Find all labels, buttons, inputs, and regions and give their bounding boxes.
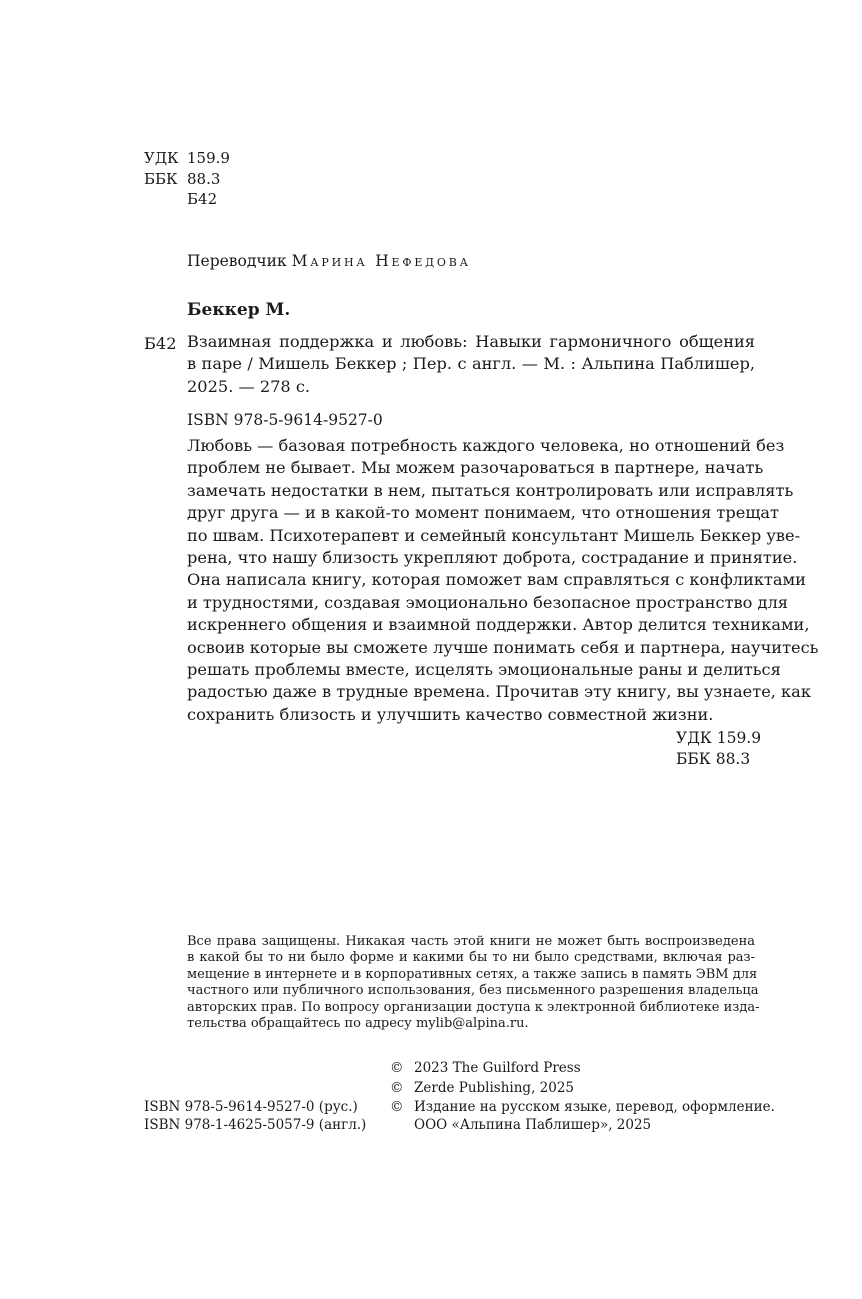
rights-line: авторских прав. По вопросу организации доступа к электронной библиотеке изда- <box>187 999 760 1015</box>
copyright-symbol: © <box>390 1080 404 1096</box>
rights-line: в какой бы то ни было форме и какими бы то ни было средствами, включая раз- <box>187 950 755 966</box>
translator-name: Марина Нефедова <box>291 252 471 270</box>
annotation-line: сохранить близость и улучшить качество совместной жизни. <box>187 704 714 724</box>
bib-sign: Б42 <box>144 334 177 353</box>
title-line: 2025. — 278 с. <box>187 376 311 396</box>
bib-description <box>187 331 755 398</box>
udk-value: 159.9 <box>187 149 230 167</box>
annotation <box>187 435 819 726</box>
rights-line: тельства обращайтесь по адресу mylib@alpina.ru. <box>187 1016 529 1032</box>
copyright-symbol: © <box>390 1099 404 1115</box>
bib-bbk: ББК 88.3 <box>676 750 751 768</box>
copyright-text: ООО «Альпина Паблишер», 2025 <box>414 1117 652 1133</box>
annotation-line: Она написала книгу, которая поможет вам справляться с конфликтами <box>187 570 806 590</box>
annotation-line: и трудностями, создавая эмоционально безопасное пространство для <box>187 592 789 612</box>
bbk-value: 88.3 <box>187 170 221 188</box>
annotation-line: решать проблемы вместе, исцелять эмоциональные раны и делиться <box>187 660 781 680</box>
annotation-line: Любовь — базовая потребность каждого человека, но отношений без <box>187 436 785 455</box>
isbn-russian: ISBN 978-5-9614-9527-0 (рус.) <box>144 1099 358 1115</box>
copyright-symbol: © <box>390 1060 404 1076</box>
annotation-line: проблем не бывает. Мы можем разочароваться в партнере, начать <box>187 458 764 478</box>
author-sign: Б42 <box>187 190 218 208</box>
bib-udk: УДК 159.9 <box>676 729 762 747</box>
annotation-line: рена, что нашу близость укрепляют доброта, сострадание и принятие. <box>187 548 798 568</box>
copyright-text: Zerde Publishing, 2025 <box>414 1080 575 1096</box>
rights-notice <box>187 934 760 1032</box>
isbn-main: ISBN 978-5-9614-9527-0 <box>187 411 383 429</box>
isbn-english: ISBN 978-1-4625-5057-9 (англ.) <box>144 1117 367 1133</box>
author-heading: Беккер М. <box>187 300 291 320</box>
annotation-line: искреннего общения и взаимной поддержки. Автор делится техниками, <box>187 615 810 635</box>
annotation-line: друг друга — и в какой-то момент понимаем, что отношения трещат <box>187 503 779 523</box>
annotation-line: замечать недостатки в нем, пытаться контролировать или исправлять <box>187 480 794 500</box>
annotation-line: освоив которые вы сможете лучше понимать себя и партнера, научитесь <box>187 637 819 657</box>
udk-label: УДК <box>144 149 179 167</box>
annotation-line: по швам. Психотерапевт и семейный консультант Мишель Беккер уве- <box>187 525 801 545</box>
title-line: Взаимная поддержка и любовь: Навыки гармоничного общения <box>187 332 755 351</box>
annotation-line: радостью даже в трудные времена. Прочитав эту книгу, вы узнаете, как <box>187 682 811 702</box>
copyright-text: 2023 The Guilford Press <box>414 1060 581 1076</box>
translator-label: Переводчик <box>187 252 287 270</box>
title-line: в паре / Мишель Беккер ; Пер. с англ. — М. : Альпина Паблишер, <box>187 354 755 374</box>
bbk-label: ББК <box>144 170 178 188</box>
copyright-text: Издание на русском языке, перевод, оформление. <box>414 1099 775 1115</box>
rights-line: Все права защищены. Никакая часть этой книги не может быть воспроизведена <box>187 934 755 949</box>
translator-line <box>187 251 471 271</box>
rights-line: частного или публичного использования, без письменного разрешения владельца <box>187 983 759 999</box>
rights-line: мещение в интернете и в корпоративных сетях, а также запись в память ЭВМ для <box>187 966 758 982</box>
